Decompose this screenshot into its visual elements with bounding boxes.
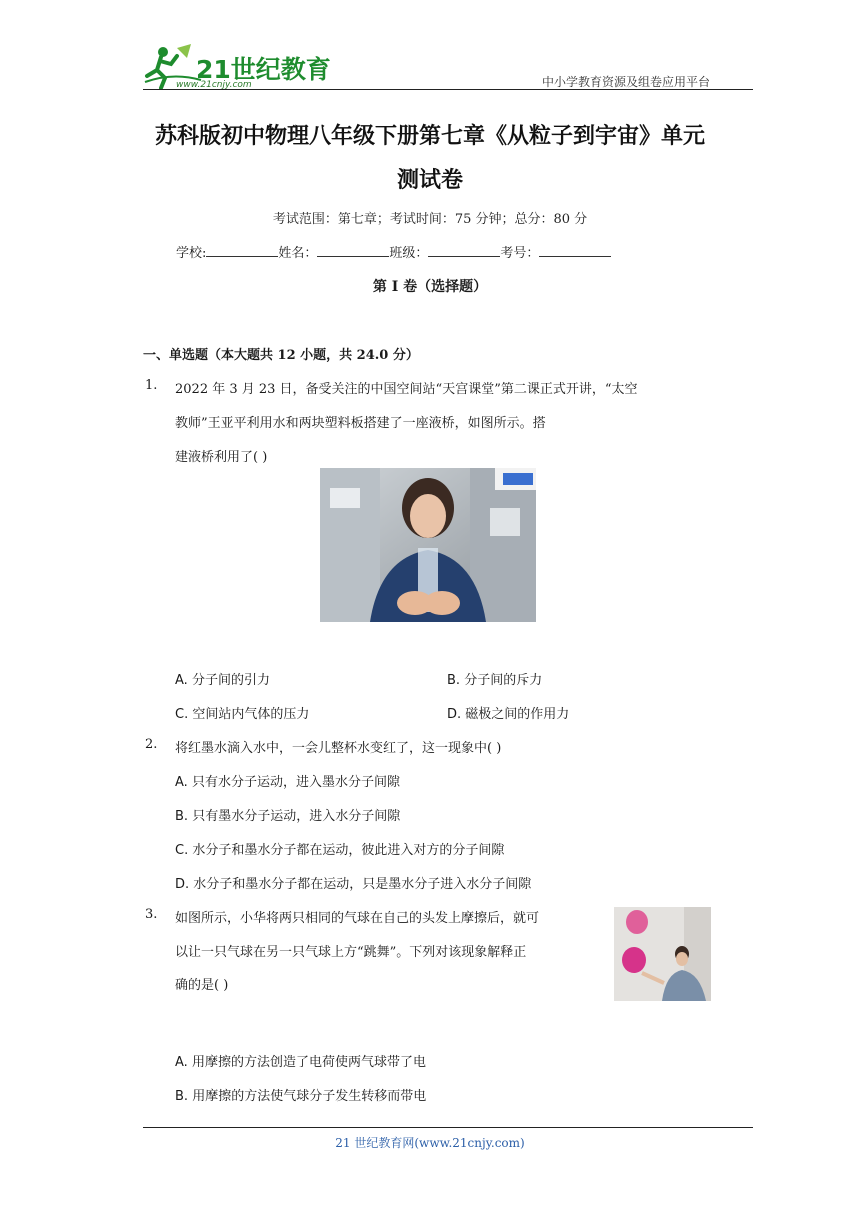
option-text: 用摩擦的方法创造了电荷使两气球带了电	[191, 1055, 426, 1070]
option-b[interactable]	[175, 1085, 426, 1104]
part-title: 一、单选题（本大题共 12 小题，共 24.0 分）	[143, 348, 419, 363]
question-text-line: 确的是( )	[175, 978, 229, 993]
document-title-line1: 苏科版初中物理八年级下册第七章《从粒子到宇宙》单元	[154, 123, 705, 149]
liquid-bridge-photo	[320, 468, 536, 622]
exam-info: 考试范围：第七章；考试时间：75 分钟；总分：80 分	[272, 212, 588, 227]
option-letter: A.	[175, 673, 188, 688]
student-info-fields	[176, 242, 611, 261]
option-a[interactable]	[175, 1051, 426, 1070]
option-letter: C.	[175, 843, 189, 858]
question-text-line: 建液桥利用了( )	[175, 450, 268, 465]
option-letter: D.	[447, 707, 462, 722]
volume-title: 第 I 卷（选择题）	[372, 279, 488, 295]
logo-url: www.21cnjy.com	[176, 80, 252, 90]
option-c[interactable]	[175, 703, 309, 722]
option-letter: B.	[175, 809, 189, 824]
question-text-line: 教师”王亚平利用水和两块塑料板搭建了一座液桥，如图所示。搭	[175, 416, 546, 431]
option-b[interactable]	[447, 669, 542, 688]
class-label: 班级：	[389, 246, 429, 261]
document-title-line2: 测试卷	[396, 167, 463, 193]
question-text-line: 将红墨水滴入水中，一会儿整杯水变红了，这一现象中( )	[175, 741, 502, 756]
question-number: 2.	[145, 737, 158, 752]
option-text: 磁极之间的作用力	[465, 707, 570, 722]
school-blank	[206, 246, 278, 257]
option-text: 只有水分子运动，进入墨水分子间隙	[191, 775, 400, 790]
option-d[interactable]	[447, 703, 569, 722]
number-label: 考号：	[500, 246, 540, 261]
option-c[interactable]	[175, 839, 504, 858]
option-text: 水分子和墨水分子都在运动，彼此进入对方的分子间隙	[192, 843, 505, 858]
class-blank	[428, 246, 500, 257]
option-letter: A.	[175, 775, 188, 790]
footer-link[interactable]: 21 世纪教育网(www.21cnjy.com)	[335, 1136, 525, 1150]
option-text: 用摩擦的方法使气球分子发生转移而带电	[192, 1089, 427, 1104]
option-d[interactable]	[175, 873, 531, 892]
option-letter: A.	[175, 1055, 188, 1070]
school-label: 学校:	[176, 246, 207, 261]
option-letter: D.	[175, 877, 190, 892]
balloon-photo	[614, 907, 711, 1001]
question-number: 3.	[145, 907, 158, 922]
footer-divider	[143, 1127, 753, 1128]
option-text: 空间站内气体的压力	[192, 707, 310, 722]
header-divider	[143, 89, 753, 90]
option-a[interactable]	[175, 771, 400, 790]
number-blank	[539, 246, 611, 257]
option-letter: B.	[175, 1089, 189, 1104]
option-letter: B.	[447, 673, 461, 688]
question-text-line: 如图所示，小华将两只相同的气球在自己的头发上摩擦后，就可	[175, 911, 540, 926]
question-number: 1.	[145, 378, 158, 393]
header-platform-text: 中小学教育资源及组卷应用平台	[541, 75, 710, 89]
option-text: 分子间的引力	[191, 673, 270, 688]
option-letter: C.	[175, 707, 189, 722]
option-text: 只有墨水分子运动，进入水分子间隙	[192, 809, 401, 824]
option-text: 分子间的斥力	[464, 673, 543, 688]
option-a[interactable]	[175, 669, 270, 688]
question-text-line: 2022 年 3 月 23 日，备受关注的中国空间站“天宫课堂”第二课正式开讲，“太空	[175, 382, 638, 397]
question-text-line: 以让一只气球在另一只气球上方“跳舞”。下列对该现象解释正	[175, 945, 527, 960]
option-b[interactable]	[175, 805, 400, 824]
name-label: 姓名：	[278, 246, 318, 261]
name-blank	[317, 246, 389, 257]
logo-text: 21世纪教育	[196, 55, 331, 84]
option-text: 水分子和墨水分子都在运动，只是墨水分子进入水分子间隙	[193, 877, 532, 892]
